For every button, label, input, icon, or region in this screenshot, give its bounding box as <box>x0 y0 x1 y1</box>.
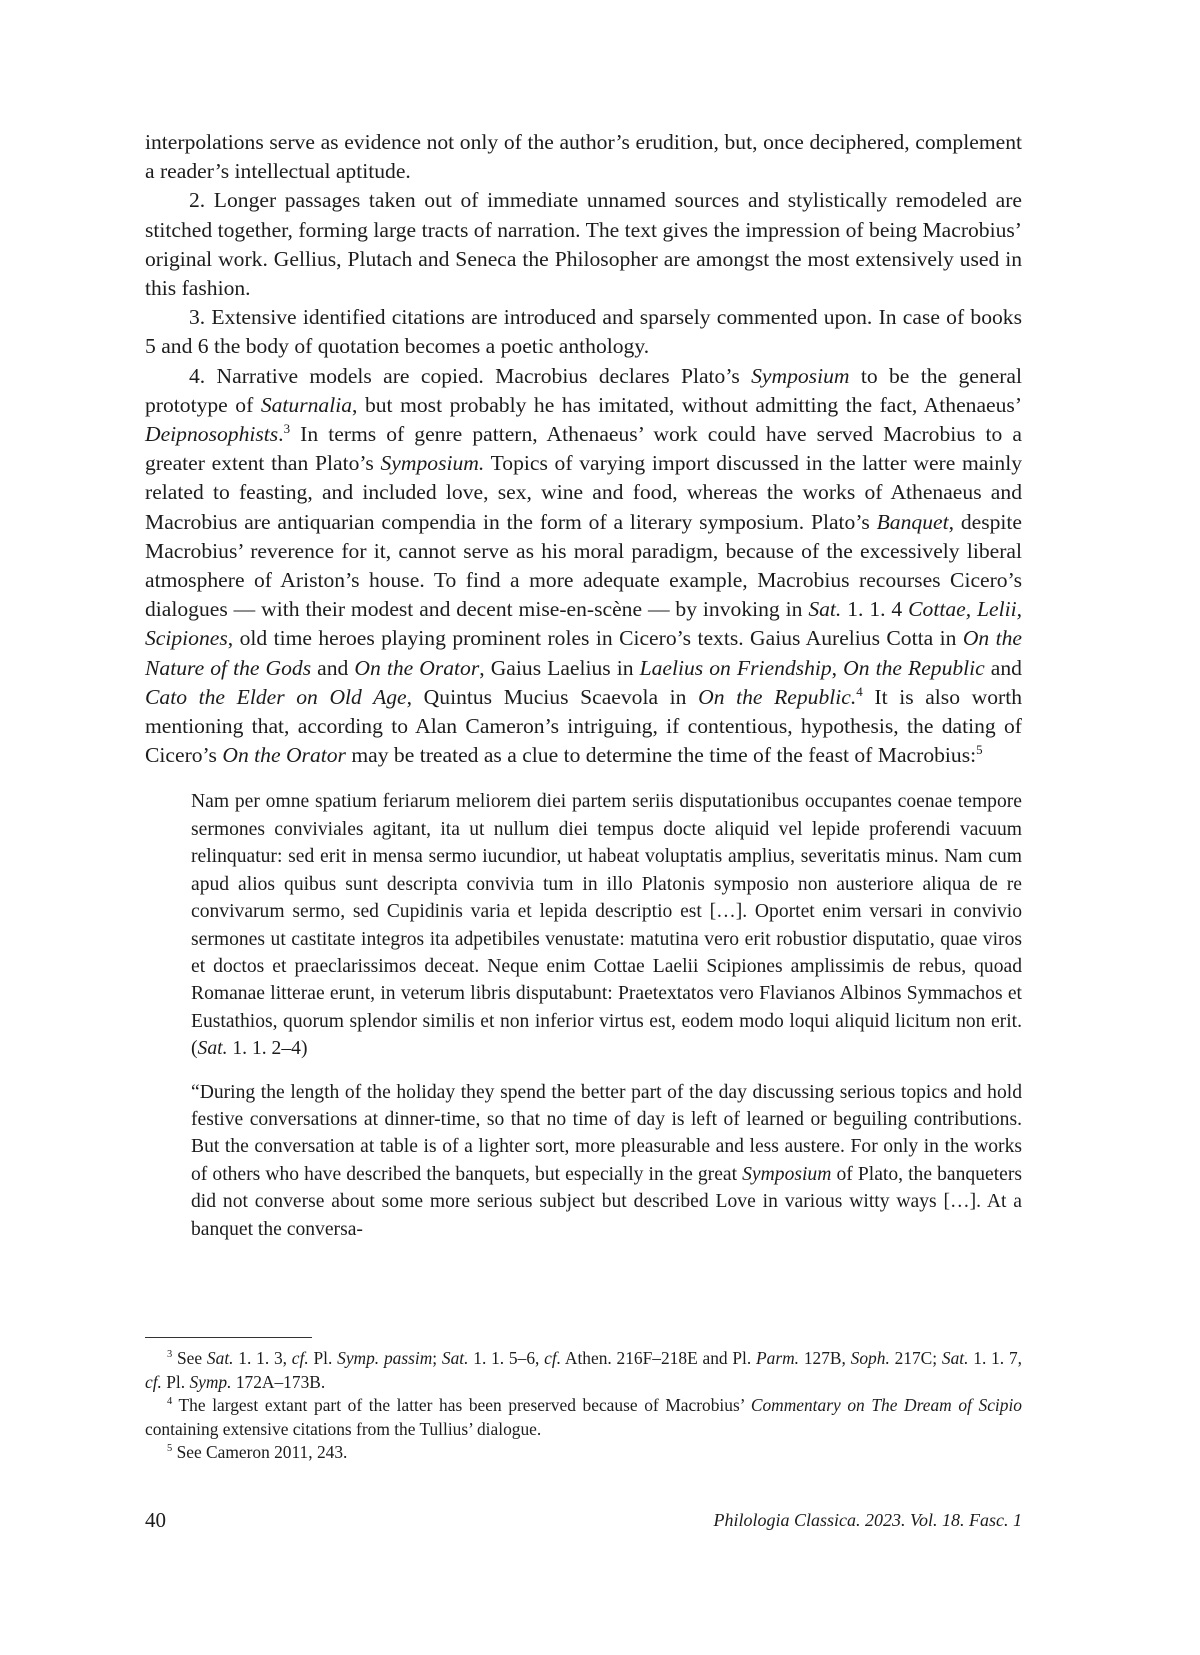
page-number: 40 <box>145 1508 166 1532</box>
page-footer <box>145 1508 1022 1534</box>
footnote-ref: 5 <box>976 742 983 758</box>
footnote-number: 3 <box>167 1349 173 1361</box>
footnote-divider <box>145 1337 312 1338</box>
paragraph: 3. Extensive identified citations are introduced and sparsely commented upon. In case of books 5 and 6 the body of quotation becomes a poetic anthology. <box>145 305 1022 359</box>
main-text <box>145 128 1022 770</box>
paragraph: 2. Longer passages taken out of immediate unnamed sources and stylistically remodeled are stitched together, forming large tracts of narration. The text gives the impression of being Macrobius’ original work. Gellius, Plutach and Seneca the Philosopher are amongst the most extensively used in this fashion. <box>145 188 1022 301</box>
footnote: $^3$ See Sat. 1. 1. 3, cf. Pl. Symp. passim; Sat. 1. 1. 5–6, cf. Athen. 216F–218E and Pl. Parm. 127B, Soph. 217C; Sat. 1. 1. 7, cf. Pl. Symp. 172A–173B. <box>145 1348 1022 1392</box>
block-quote <box>191 788 1022 1243</box>
footnote-number: 4 <box>167 1396 173 1408</box>
footnote-ref: 3 <box>283 420 291 436</box>
footnotes <box>145 1347 1022 1465</box>
journal-citation: Philologia Classica. 2023. Vol. 18. Fasc. 1 <box>713 1510 1022 1530</box>
footnote: $^4$ The largest extant part of the latter has been preserved because of Macrobius’ Commentary on The Dream of Scipio containing extensive citations from the Tullius’ dialogue. <box>145 1395 1022 1439</box>
latin-quote: Nam per omne spatium feriarum meliorem diei partem seriis disputationibus occupantes coenae tempore sermones conviviales agitant, ita ut nullum diei tempus docte aliquid vel lepide proferendi vacuum relinquatur: sed erit in mensa sermo iucundior, ut habeat voluptatis amplius, severitatis minus. Nam cum apud alios quibus sunt descripta convivia tum in illo Platonis symposio non austeriore aliqua de re convivarum sermo, sed Cupidinis varia et lepida descriptio est […]. Oportet enim versari in convivio sermones ut castitate integros ita adpetibiles venustate: matutina vero erit robustior disputatio, quae viros et doctos et praeclarissimos deceat. Neque enim Cottae Laelii Scipiones amplissimis de rebus, quoad Romanae litterae erunt, in veterum libris disputabunt: Praetextatos vero Flavianos Albinos Symmachos et Eustathios, quorum splendor similis et non inferior virtus est, eodem modo loqui aliquid licitum non erit. (Sat. 1. 1. 2–4) <box>191 791 1022 1060</box>
footnote-number: 5 <box>167 1443 173 1455</box>
page-content <box>145 128 1022 1259</box>
footnote: $^5$ See Cameron 2011, 243. <box>167 1442 348 1462</box>
paragraph: 4. Narrative models are copied. Macrobius declares Plato’s Symposium to be the general prototype of Saturnalia, but most probably he has imitated, without admitting the fact, Athenaeus’ Deipnosophists.$^3$ In terms of genre pattern, Athenaeus’ work could have served Macrobius to a greater extent than Plato’s Symposium. Topics of varying import discussed in the latter were mainly related to feasting, and included love, sex, wine and food, whereas the works of Athenaeus and Macrobius are antiquarian compendia in the form of a literary symposium. Plato’s Banquet, despite Macrobius’ reverence for it, cannot serve as his moral paradigm, because of the excessively liberal atmosphere of Ariston’s house. To find a more adequate example, Macrobius recourses Cicero’s dialogues — with their modest and decent mise-en-scène — by invoking in Sat. 1. 1. 4 Cottae, Lelii, Scipiones, old time heroes playing prominent roles in Cicero’s texts. Gaius Aurelius Cotta in On the Nature of the Gods and On the Orator, Gaius Laelius in Laelius on Friendship, On the Republic and Cato the Elder on Old Age, Quintus Mucius Scaevola in On the Republic.$^4$ It is also worth mentioning that, according to Alan Cameron’s intriguing, if contentious, hypothesis, the dating of Cicero’s On the Orator may be treated as a clue to determine the time of the feast of Macrobius:$^5$ <box>145 363 1023 768</box>
english-translation: “During the length of the holiday they spend the better part of the day discussing serious topics and hold festive conversations at dinner-time, so that no time of day is left of learned or beguiling contributions. But the conversation at table is of a lighter sort, more pleasurable and less austere. For only in the works of others who have described the banquets, but especially in the great Symposium of Plato, the banqueters did not converse about some more serious subject but described Love in various witty ways […]. At a banquet the conversa- <box>191 1081 1022 1240</box>
footnote-ref: 4 <box>856 683 863 699</box>
paragraph: interpolations serve as evidence not only of the author’s erudition, but, once deciphered, complement a reader’s intellectual aptitude. <box>145 130 1022 184</box>
